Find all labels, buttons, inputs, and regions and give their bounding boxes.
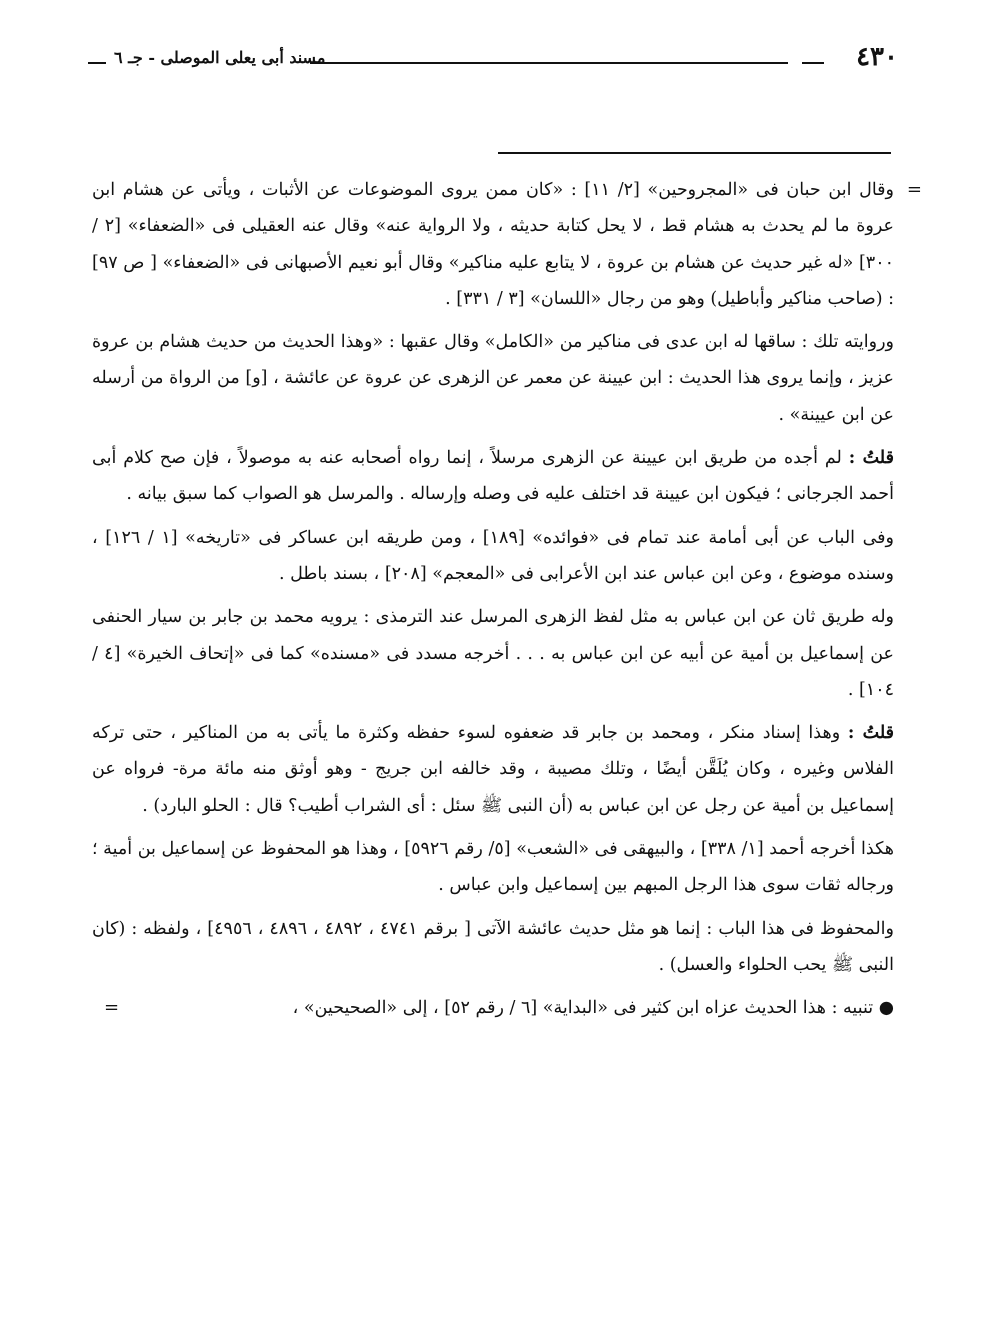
paragraph-text: لم أجده من طريق ابن عيينة عن الزهرى مرسلاً ، إنما رواه أصحابه عنه به موصولاً ، فإن صح كلام أبى أحمد الجرجانى ؛ فيكون ابن عيينة قد اختلف عليه فى وصله وإرساله . والمرسل هو الصواب كما سبق بيانه .: [92, 448, 894, 505]
running-title: مسند أبى يعلى الموصلى - جـ ٦: [114, 48, 326, 67]
footnote-paragraph: [92, 990, 894, 1026]
footnote-paragraph: [92, 324, 894, 433]
continuation-mark: =: [906, 179, 922, 200]
footnote-paragraph: [92, 911, 894, 984]
footnote-paragraph: [92, 172, 922, 317]
footnote-paragraph: [92, 715, 894, 824]
footnote-paragraph: [92, 831, 894, 904]
header-dash-left: [88, 62, 106, 64]
footnote-paragraph: [92, 520, 894, 593]
paragraph-text: تنبيه : هذا الحديث عزاه ابن كثير فى «البداية» [٦ / رقم ٥٢] ، إلى «الصحيحين» ،: [292, 998, 874, 1019]
footnote-paragraph: [92, 440, 894, 513]
paragraph-text: وله طريق ثان عن ابن عباس به مثل لفظ الزهرى المرسل عند الترمذى : يرويه محمد بن جابر بن سيار الحنفى عن إسماعيل بن أمية عن أبيه عن ابن عباس به . . . أخرجه مسدد فى «مسنده» كما فى «إتحاف الخيرة» [٤ / ١٠٤] .: [92, 607, 894, 700]
paragraph-text: والمحفوظ فى هذا الباب : إنما هو مثل حديث عائشة الآتى [ برقم ٤٧٤١ ، ٤٨٩٢ ، ٤٨٩٦ ، ٤٩٥٦] ، ولفظه : (كان النبى ﷺ يحب الحلواء والعسل) .: [92, 918, 894, 975]
bullet-icon: ●: [878, 998, 894, 1019]
page-header: [88, 40, 898, 80]
header-dash-right: [802, 62, 824, 64]
paragraph-text: هكذا أخرجه أحمد [١/ ٣٣٨] ، والبيهقى فى «الشعب» [٥/ رقم ٥٩٢٦] ، وهذا هو المحفوظ عن إسماعيل بن أمية ؛ ورجاله ثقات سوى هذا الرجل المبهم بين إسماعيل وابن عباس .: [92, 839, 894, 896]
qult-lead: قلتُ :: [847, 723, 894, 744]
qult-lead: قلتُ :: [848, 448, 894, 469]
paragraph-text: وروايته تلك : ساقها له ابن عدى فى مناكير من «الكامل» وقال عقبها : «وهذا الحديث من حديث هشام بن عروة عزيز ، وإنما يروى هذا الحديث : ابن عيينة عن معمر عن الزهرى عن عروة عن عائشة ، [و] من الرواة من أرسله عن ابن عيينة» .: [92, 332, 894, 425]
paragraph-text: وهذا إسناد منكر ، ومحمد بن جابر قد ضعفوه لسوء حفظه وكثرة ما يأتى به من المناكير ، حتى تركه الفلاس وغيره ، وكان يُلَقَّن أيضًا ، وتلك مصيبة ، وقد خالفه ابن جريج - وهو أوثق منه مائة مرة- فرواه عن إسماعيل بن أمية عن رجل عن ابن عباس به (أن النبى ﷺ سئل : أى الشراب أطيب؟ قال : الحلو البارد) .: [92, 723, 894, 816]
paragraph-text: وقال ابن حبان فى «المجروحين» [٢/ ١١] : «كان ممن يروى الموضوعات عن الأثبات ، ويأتى عن هشام ابن عروة ما لم يحدث به هشام قط ، لا يحل كتابة حديثه ، ولا الرواية عنه» وقال عنه العقيلى فى «الضعفاء» [٢ / ٣٠٠] «له غير حديث عن هشام بن عروة ، لا يتابع عليه مناكير» وقال أبو نعيم الأصبهانى فى «الضعفاء» [ ص ٩٧] : (صاحب مناكير وأباطيل) وهو من رجال «اللسان» [٣ / ٣٣١] .: [92, 180, 894, 309]
footnotes-body: [92, 172, 922, 1034]
paragraph-text: وفى الباب عن أبى أمامة عند تمام فى «فوائده» [١٨٩] ، ومن طريقه ابن عساكر فى «تاريخه» [١ / ١٢٦] ، وسنده موضوع ، وعن ابن عباس عند ابن الأعرابى فى «المعجم» [٢٠٨] ، بسند باطل .: [92, 527, 895, 584]
footnote-paragraph: [92, 599, 894, 708]
page-number: ٤٣٠: [856, 42, 898, 72]
end-continuation-mark: =: [104, 997, 120, 1019]
footnote-separator: [498, 152, 891, 154]
header-rule: [310, 62, 788, 64]
